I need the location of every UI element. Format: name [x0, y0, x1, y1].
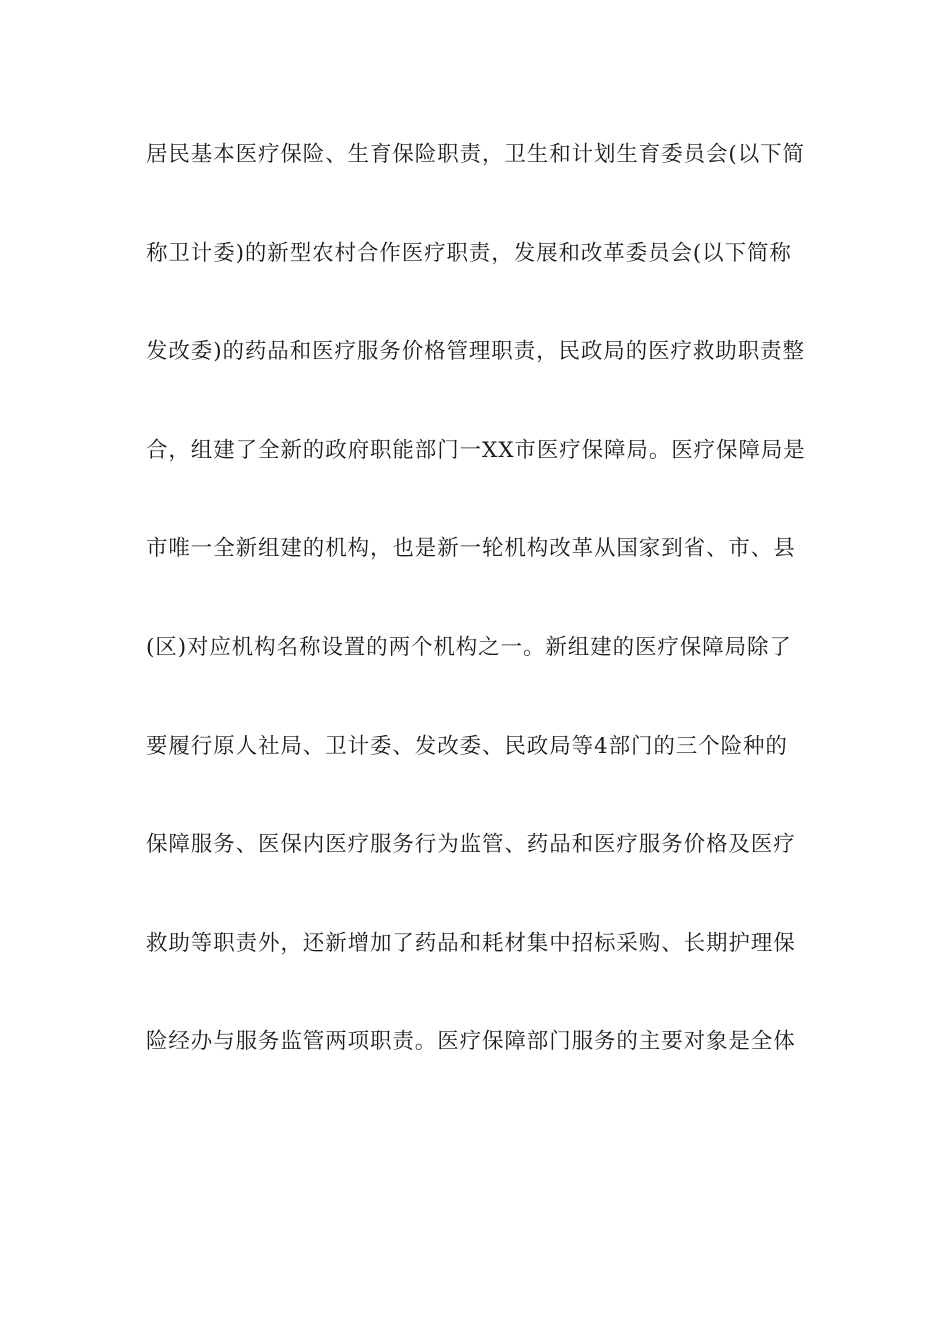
body-text	[146, 132, 806, 1118]
text-line-4: 合，组建了全新的政府职能部门一XX市医疗保障局。医疗保障局是	[146, 437, 806, 463]
text-line-1: 居民基本医疗保险、生育保险职责，卫生和计划生育委员会(以下简	[146, 142, 805, 167]
text-line-2: 称卫计委)的新型农村合作医疗职责，发展和改革委员会(以下简称	[146, 240, 792, 266]
text-line-9: 救助等职责外，还新增加了药品和耗材集中招标采购、长期护理保	[146, 930, 796, 956]
text-line-5: 市唯一全新组建的机构，也是新一轮机构改革从国家到省、市、县	[146, 536, 796, 562]
text-line-3: 发改委)的药品和医疗服务价格管理职责，民政局的医疗救助职责整	[146, 339, 805, 365]
text-line-10: 险经办与服务监管两项职责。医疗保障部门服务的主要对象是全体	[146, 1029, 796, 1055]
text-line-6: (区)对应机构名称设置的两个机构之一。新组建的医疗保障局除了	[146, 634, 792, 660]
text-line-7: 要履行原人社局、卫计委、发改委、民政局等4部门的三个险种的	[146, 733, 788, 759]
text-line-8: 保障服务、医保内医疗服务行为监管、药品和医疗服务价格及医疗	[146, 832, 796, 858]
